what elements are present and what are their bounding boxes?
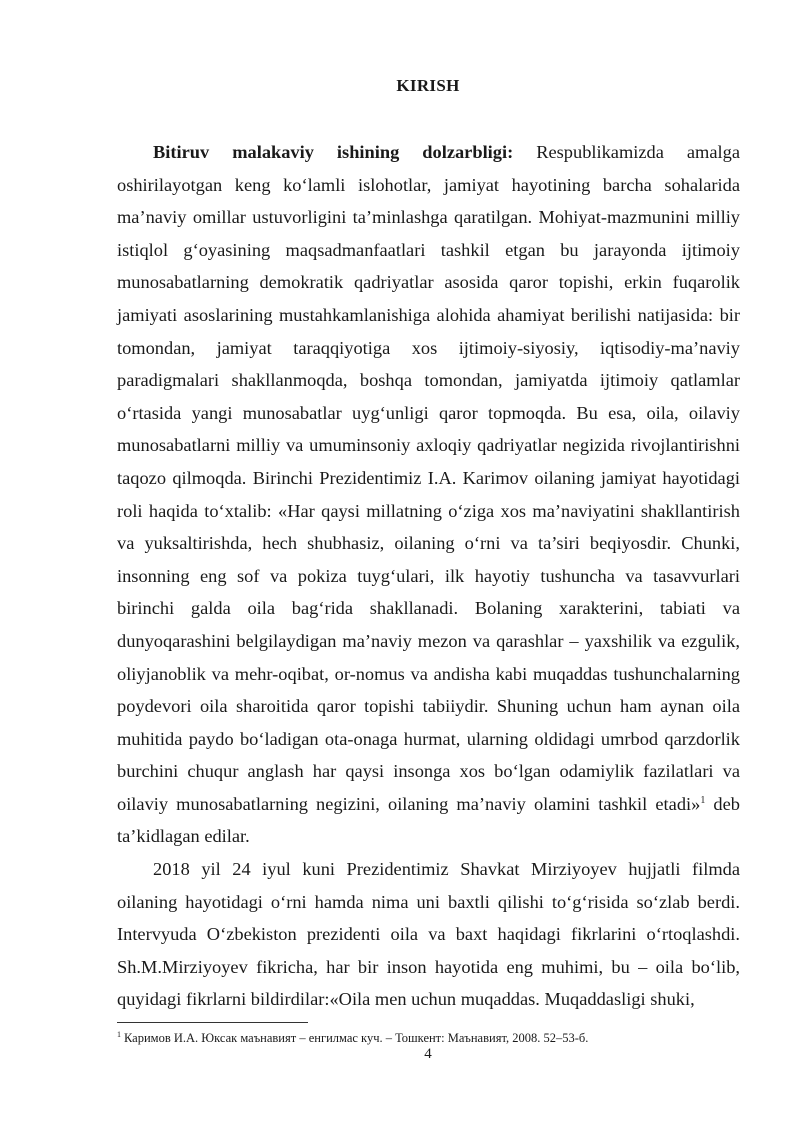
- page-heading: KIRISH: [396, 76, 460, 95]
- paragraph-interview: 2018 yil 24 iyul kuni Prezidentimiz Shavkat Mirziyoyev hujjatli filmda oilaning hayotidagi o‘rni hamda nima uni baxtli qilishi to‘g‘risida so‘zlab berdi. Intervyuda O‘zbekiston prezidenti oila va baxt haqidagi fikrlarini o‘rtoqlashdi. Sh.M.Mirziyoyev fikricha, har bir inson hayotida eng muhimi, bu – oila bo‘lib, quyidagi fikrlarni bildirdilar:«Oila men uchun muqaddas. Muqaddasligi shuki,: [117, 859, 740, 1010]
- footnote-mark: 1: [117, 1029, 121, 1039]
- paragraph-text-end: deb ta’kidlagan edilar.: [117, 793, 740, 847]
- footnote-reference[interactable]: 1: [700, 794, 706, 806]
- footnote-divider: [117, 1022, 308, 1023]
- footnote: [117, 1030, 740, 1046]
- page-number: 4: [424, 1046, 432, 1062]
- body-text: [117, 136, 740, 1016]
- footnote-text: Каримов И.А. Юксак маънавият – енгилмас куч. – Тошкент: Маънавият, 2008. 52–53-б.: [124, 1031, 589, 1045]
- paragraph-text: Respublikamizda amalga oshirilayotgan keng ko‘lamli islohotlar, jamiyat hayotining barcha sohalarida ma’naviy omillar ustuvorligini ta’minlashga qaratilgan. Mohiyat-mazmunini milliy istiqlol g‘oyasining maqsadmanfaatlari tashkil etgan bu jarayonda ijtimoiy munosabatlarning demokratik qadriyatlar asosida qaror topishi, erkin fuqarolik jamiyati asoslarining mustahkamlanishiga alohida ahamiyat berilishi natijasida: bir tomondan, jamiyat taraqqiyotiga xos ijtimoiy-siyosiy, iqtisodiy-ma’naviy paradigmalari shakllanmoqda, boshqa tomondan, jamiyatda ijtimoiy qatlamlar o‘rtasida yangi munosabatlar uyg‘unligi qaror topmoqda. Bu esa, oila, oilaviy munosabatlarni milliy va umuminsoniy axloqiy qadriyatlar negizida rivojlantirishni taqozo qilmoqda. Birinchi Prezidentimiz I.A. Karimov oilaning jamiyat hayotidagi roli haqida to‘xtalib: «Har qaysi millatning o‘ziga xos ma’naviyatini shakllantirish va yuksaltirishda, hech shubhasiz, oilaning o‘rni va ta’siri beqiyosdir. Chunki, insonning eng sof va pokiza tuyg‘ulari, ilk hayotiy tushuncha va tasavvurlari birinchi galda oila bag‘rida shakllanadi. Bolaning xarakterini, tabiati va dunyoqarashini belgilaydigan ma’naviy mezon va qarashlar – yaxshilik va ezgulik, oliyjanoblik va mehr-oqibat, or-nomus va andisha kabi muqaddas tushunchalarning poydevori oila sharoitida qaror topishi tabiiydir. Shuning uchun ham aynan oila muhitida paydo bo‘ladigan ota-onaga hurmat, ularning oldidagi umrbod qarzdorlik burchini chuqur anglash har qaysi insonga xos bo‘lgan odamiylik fazilatlari va oilaviy munosabatlarning negizini, oilaning ma’naviy olamini tashkil etadi»: [117, 142, 740, 814]
- paragraph-relevance: [117, 136, 740, 853]
- paragraph-lead: Bitiruv malakaviy ishining dolzarbligi:: [153, 142, 514, 162]
